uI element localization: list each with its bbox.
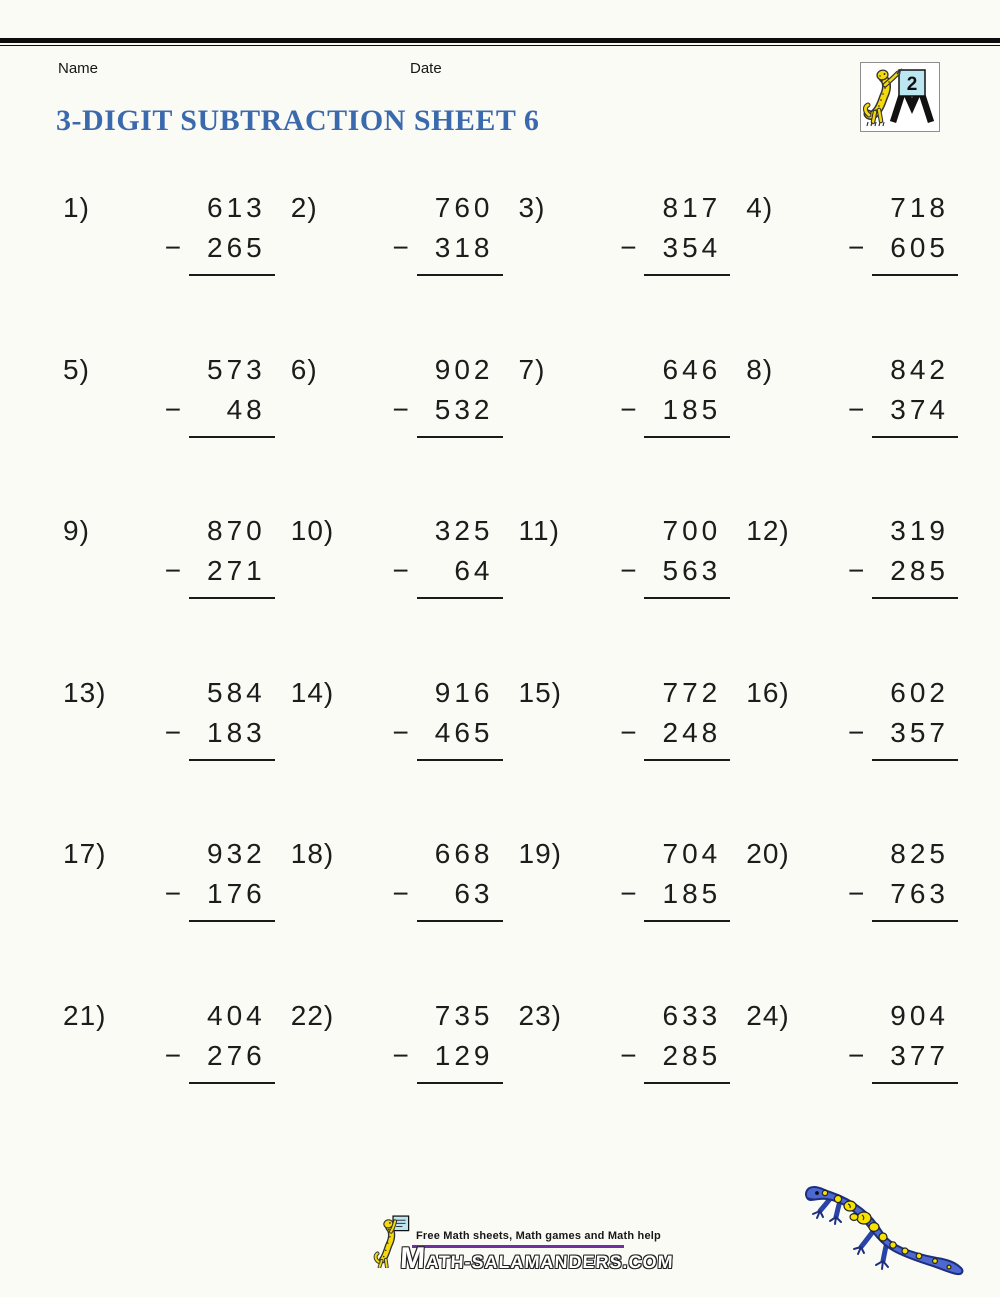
problem-number: 1)	[63, 192, 90, 223]
subtraction-problem	[285, 673, 513, 835]
page-title: 3-DIGIT SUBTRACTION SHEET 6	[56, 104, 540, 137]
subtraction-problem	[285, 834, 513, 996]
minuend: 916	[434, 676, 494, 708]
problem-number: 11)	[518, 515, 560, 546]
minuend: 602	[890, 676, 949, 708]
answer-line	[644, 759, 730, 761]
answer-line	[189, 436, 275, 438]
problem-work	[608, 188, 730, 276]
minus-sign: −	[620, 232, 637, 263]
problem-number: 2)	[290, 192, 318, 223]
subtraction-problem	[57, 188, 285, 350]
subtraction-problem	[285, 188, 513, 350]
problem-number: 6)	[290, 353, 318, 385]
subtrahend: 285	[662, 1039, 722, 1071]
minuend: 735	[434, 999, 494, 1031]
answer-line	[872, 920, 958, 922]
problem-number: 20)	[746, 838, 790, 869]
problem-number: 24)	[746, 999, 790, 1031]
problem-number: 22)	[290, 999, 335, 1031]
blue-salamander-illustration	[792, 1156, 992, 1297]
problem-number: 8)	[746, 353, 774, 385]
subtrahend: 318	[434, 232, 494, 263]
top-rule	[0, 38, 1000, 46]
answer-line	[189, 597, 275, 599]
subtraction-problem	[57, 350, 285, 512]
subtrahend: 285	[890, 555, 949, 586]
problem-work	[153, 996, 275, 1084]
problem-number: 5)	[63, 353, 90, 385]
problem-work	[153, 188, 275, 276]
minus-sign: −	[620, 393, 637, 425]
minus-sign: −	[620, 555, 637, 586]
minuend: 584	[207, 676, 266, 708]
problem-work	[608, 350, 730, 438]
problem-work	[608, 996, 730, 1084]
minus-sign: −	[164, 555, 182, 586]
minus-sign: −	[392, 555, 409, 586]
subtrahend: 357	[890, 716, 949, 748]
subtrahend: 185	[662, 878, 722, 909]
minuend: 817	[662, 192, 722, 223]
answer-line	[872, 436, 958, 438]
minuend: 932	[207, 838, 266, 869]
answer-line	[189, 1082, 275, 1084]
answer-line	[644, 597, 730, 599]
minus-sign: −	[620, 878, 637, 909]
minuend: 700	[662, 515, 722, 546]
problem-work	[608, 511, 730, 599]
subtrahend: 185	[662, 393, 722, 425]
minuend: 870	[207, 515, 266, 546]
problem-work	[381, 350, 503, 438]
minuend: 404	[207, 999, 266, 1031]
minus-sign: −	[848, 555, 865, 586]
problem-number: 9)	[63, 515, 90, 546]
problem-work	[836, 834, 958, 922]
subtraction-problem	[513, 188, 741, 350]
subtraction-problem	[57, 673, 285, 835]
answer-line	[417, 920, 503, 922]
answer-line	[872, 597, 958, 599]
problem-work	[153, 673, 275, 761]
subtraction-problem	[740, 673, 968, 835]
subtrahend: 354	[662, 232, 722, 263]
problem-number: 23)	[518, 999, 562, 1031]
minus-sign: −	[848, 232, 865, 263]
minus-sign: −	[848, 716, 865, 748]
minus-sign: −	[164, 1039, 182, 1071]
minus-sign: −	[848, 878, 865, 909]
minuend: 842	[890, 353, 949, 385]
subtraction-problem	[57, 511, 285, 673]
minuend: 319	[890, 515, 949, 546]
subtraction-problem	[513, 511, 741, 673]
subtrahend: 374	[890, 393, 949, 425]
subtraction-problem	[285, 996, 513, 1158]
subtraction-problem	[285, 350, 513, 512]
subtrahend: 465	[434, 716, 494, 748]
subtrahend: 532	[434, 393, 494, 425]
problem-number: 13)	[63, 676, 107, 708]
footer-logo	[372, 1214, 675, 1275]
name-label: Name	[58, 60, 99, 77]
subtraction-problem	[740, 511, 968, 673]
answer-line	[417, 597, 503, 599]
problem-number: 17)	[63, 838, 107, 869]
minus-sign: −	[392, 878, 409, 909]
minus-sign: −	[164, 878, 182, 909]
math-salamanders-logo	[860, 62, 940, 132]
problem-work	[381, 511, 503, 599]
minuend: 904	[890, 999, 949, 1031]
subtrahend: 64	[454, 555, 494, 586]
problem-work	[153, 511, 275, 599]
minus-sign: −	[848, 1039, 865, 1071]
problem-work	[608, 834, 730, 922]
answer-line	[872, 759, 958, 761]
answer-line	[189, 920, 275, 922]
problem-work	[836, 673, 958, 761]
footer-purple-rule	[412, 1245, 624, 1248]
footer-site-name: MATH-SALAMANDERS.COM	[399, 1242, 675, 1275]
subtrahend: 248	[662, 716, 722, 748]
problem-number: 12)	[746, 515, 790, 546]
minuend: 646	[662, 353, 722, 385]
subtrahend: 276	[207, 1039, 266, 1071]
minus-sign: −	[392, 232, 409, 263]
subtraction-problem	[740, 996, 968, 1158]
problem-work	[153, 834, 275, 922]
problem-number: 21)	[63, 999, 107, 1031]
minus-sign: −	[620, 716, 637, 748]
minuend: 573	[207, 353, 266, 385]
answer-line	[872, 274, 958, 276]
footer-salamander-icon	[372, 1214, 412, 1273]
subtrahend: 183	[207, 716, 266, 748]
minuend: 902	[434, 353, 494, 385]
problem-work	[381, 188, 503, 276]
minuend: 633	[662, 999, 722, 1031]
problem-work	[836, 511, 958, 599]
problem-number: 19)	[518, 838, 562, 869]
date-label: Date	[410, 60, 442, 77]
answer-line	[644, 436, 730, 438]
subtraction-problem	[740, 350, 968, 512]
problem-number: 10)	[290, 515, 335, 546]
subtrahend: 377	[890, 1039, 949, 1071]
subtraction-problem	[740, 188, 968, 350]
subtraction-problem	[513, 350, 741, 512]
answer-line	[417, 1082, 503, 1084]
problem-work	[381, 673, 503, 761]
answer-line	[872, 1082, 958, 1084]
subtraction-problem	[513, 834, 741, 996]
problem-number: 7)	[518, 353, 546, 385]
subtraction-problem	[57, 834, 285, 996]
minus-sign: −	[392, 393, 409, 425]
subtraction-problem	[285, 511, 513, 673]
answer-line	[644, 1082, 730, 1084]
subtraction-problem	[57, 996, 285, 1158]
minus-sign: −	[164, 716, 182, 748]
problem-work	[381, 996, 503, 1084]
footer-tagline: Free Math sheets, Math games and Math help	[416, 1230, 661, 1242]
minuend: 325	[434, 515, 494, 546]
problem-work	[153, 350, 275, 438]
problem-work	[836, 350, 958, 438]
answer-line	[417, 759, 503, 761]
subtrahend: 63	[454, 878, 494, 909]
subtrahend: 605	[890, 232, 949, 263]
subtraction-problem	[513, 996, 741, 1158]
minuend: 760	[434, 192, 494, 223]
subtraction-problem	[513, 673, 741, 835]
subtrahend: 563	[662, 555, 722, 586]
answer-line	[644, 274, 730, 276]
minuend: 825	[890, 838, 949, 869]
minus-sign: −	[620, 1039, 637, 1071]
minus-sign: −	[392, 716, 409, 748]
answer-line	[189, 759, 275, 761]
minuend: 772	[662, 676, 722, 708]
problem-work	[381, 834, 503, 922]
problem-work	[836, 996, 958, 1084]
minus-sign: −	[848, 393, 865, 425]
subtrahend: 129	[434, 1039, 494, 1071]
minus-sign: −	[164, 393, 182, 425]
subtrahend: 265	[207, 232, 266, 263]
subtrahend: 763	[890, 878, 949, 909]
problem-number: 14)	[290, 676, 335, 708]
minus-sign: −	[164, 232, 182, 263]
minus-sign: −	[392, 1039, 409, 1071]
problem-number: 4)	[746, 192, 774, 223]
problem-number: 18)	[290, 838, 335, 869]
subtraction-problem	[740, 834, 968, 996]
card-number: 2	[906, 74, 918, 95]
problem-number: 16)	[746, 676, 790, 708]
problem-work	[836, 188, 958, 276]
answer-line	[417, 436, 503, 438]
minuend: 668	[434, 838, 494, 869]
problem-number: 15)	[518, 676, 562, 708]
subtrahend: 176	[207, 878, 266, 909]
subtrahend: 271	[207, 555, 266, 586]
problem-number: 3)	[518, 192, 546, 223]
answer-line	[189, 274, 275, 276]
minuend: 613	[207, 192, 266, 223]
answer-line	[417, 274, 503, 276]
problem-work	[608, 673, 730, 761]
problems-grid	[57, 188, 968, 1157]
salamander-easel-icon	[861, 63, 939, 131]
subtrahend: 48	[226, 393, 266, 425]
minuend: 704	[662, 838, 722, 869]
salamander-eye	[815, 1191, 819, 1195]
answer-line	[644, 920, 730, 922]
minuend: 718	[890, 192, 949, 223]
